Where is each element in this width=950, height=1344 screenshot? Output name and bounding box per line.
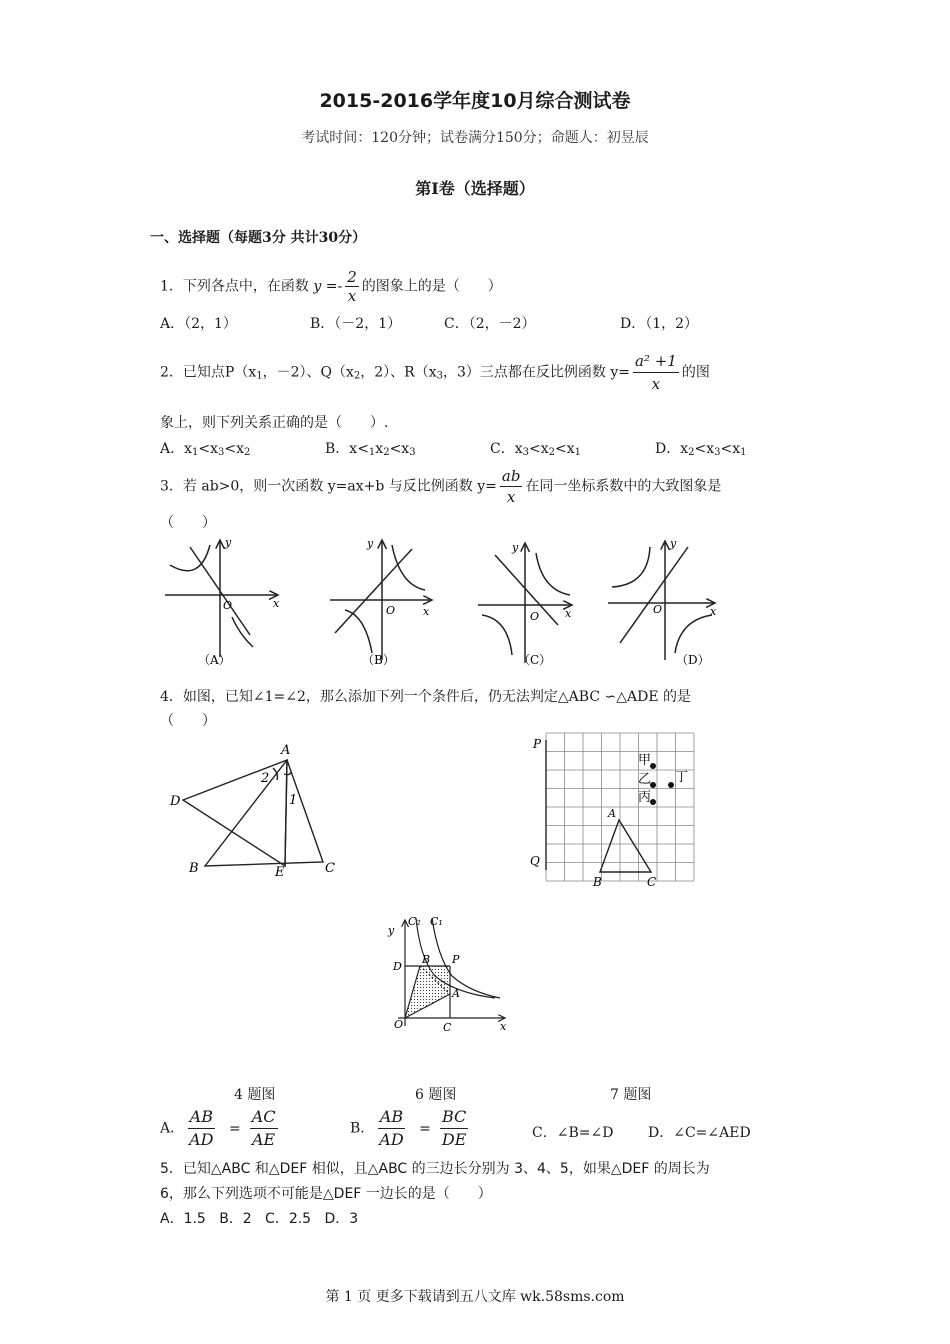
figure-6 [525,728,695,893]
fig6-grid [546,733,694,881]
question-5-options: A．1.5 B．2 C．2.5 D．3 [160,1211,359,1227]
q1-fraction [345,268,359,305]
graph-a-caption: （A） [198,653,231,667]
q1-option-b: B．（－2，1） [310,316,402,332]
fig4-label-2: 2 [261,771,270,786]
q2-option-d: D．$x_2<x_3<x_1$ [655,441,747,458]
fig4-label-d: D [170,794,181,809]
q2-text-5: 的图 [681,364,710,381]
caption-fig-6: 6 题图 [415,1087,457,1103]
fig7-label-o: O [394,1018,404,1031]
fig6-label-jia: 甲 [638,753,652,768]
q4-option-c: C．∠B=∠D [532,1125,614,1141]
fig7-label-b: B [422,953,431,966]
fig7-label-y: y [388,924,395,937]
q2-frac-num: a² +1 [633,350,679,373]
section-heading: 一、选择题（每题3分 共计30分） [150,230,367,246]
caption-fig-7: 7 题图 [610,1087,652,1103]
graph-c-x-label: x [565,607,572,620]
graph-c-origin: O [530,610,540,623]
q4-opt-b-prefix: B． [350,1120,375,1137]
fig7-label-x: x [500,1020,507,1033]
graph-d-x-label: x [710,605,717,618]
q2-fraction [633,350,679,395]
q4-opt-a-equals: = [228,1120,241,1137]
fig6-label-p: P [533,737,542,751]
q4-option-a [160,1106,281,1151]
graph-b-caption: （B） [362,653,395,667]
q1-suffix: 的图象上的是（ ） [361,278,502,295]
graph-d-y-label: y [670,537,677,550]
q3-prefix: 3．若 ab>0，则一次函数 y=ax+b 与反比例函数 y= [160,478,497,495]
exam-info: 考试时间：120分钟；试卷满分150分；命题人：初昱辰 [301,130,649,146]
graph-c-hyperbola-1 [536,553,570,595]
fig7-label-a: A [452,987,460,1000]
graph-b-x-label: x [423,605,430,618]
q4-option-d: D．∠C=∠AED [648,1125,751,1141]
graph-b-y-label: y [367,537,374,550]
q4-opt-b-frac-2: $\frac{BC}{DE}$ [441,1107,467,1149]
q2-text-3: ，2）、R（x [360,364,437,381]
graph-a [165,540,278,657]
fig6-label-ding: 丁 [675,770,689,785]
graph-d-hyperbola-1 [612,547,650,587]
q3-graphs [160,535,760,670]
q3-fraction [500,466,523,507]
q2-text-2: ，－2）、Q（x [262,364,354,381]
triangle-ade [183,760,287,866]
q2-sub-3: 3 [436,370,443,382]
caption-fig-4: 4 题图 [234,1087,276,1103]
graph-b-line [335,549,412,633]
fig7-label-p: P [452,953,460,966]
fig6-label-yi: 乙 [638,772,652,787]
fig4-label-c: C [325,861,335,876]
fig7-label-c: C [443,1021,452,1034]
q3-frac-den: x [506,488,516,506]
fig6-label-c: C [647,875,657,889]
graph-c-caption: （C） [518,653,552,667]
q4-option-b [350,1106,471,1151]
graph-a-x-label: x [273,597,280,610]
q2-option-c: C．$x_3<x_2<x_1$ [490,441,582,458]
point-ding [668,782,674,788]
segment-ae [285,760,287,866]
q2-line-2: 象上，则下列关系正确的是（ ）. [160,415,389,431]
q2-option-b: B．$x<_1x_2<x_3$ [325,441,416,458]
question-3 [160,466,721,507]
question-5-line-1: 5．已知△ABC 和△DEF 相似，且△ABC 的三边长分别为 3、4、5，如果△DEF 的周长为 [160,1161,710,1177]
q4-opt-b-equals: = [419,1120,431,1137]
graph-a-origin: O [223,599,233,612]
q4-opt-a-frac-1: $\frac{AB}{AD}$ [189,1107,214,1149]
fig7-label-c1: C₁ [430,915,443,928]
graph-b-origin: O [386,604,396,617]
question-4-line-1: 4．如图，已知∠1=∠2，那么添加下列一个条件后，仍无法判定△ABC ∽△ADE 的是 [160,689,692,705]
q2-option-a: A．$x_1<x_3<x_2$ [160,441,251,458]
question-5-line-2: 6，那么下列选项不可能是△DEF 一边长的是（ ） [160,1186,492,1202]
q3-line-2: （ ） [160,515,216,531]
fig6-label-bing: 丙 [638,790,652,805]
shaded-region [405,966,450,1018]
fig4-label-e: E [275,865,285,880]
graph-d-origin: O [653,603,663,616]
graph-c [478,543,572,663]
angle-1-mark [284,772,291,775]
q1-fn-lhs: y =- [313,278,343,295]
q1-prefix: 1．下列各点中，在函数 [160,278,309,295]
graph-b-hyperbola-2 [345,610,372,653]
triangle-abc-6 [600,820,651,872]
graph-c-line [495,555,558,625]
fig4-label-1: 1 [289,793,298,808]
fig4-label-a: A [281,743,291,758]
question-4-line-2: （ ） [160,713,216,729]
graph-a-hyperbola-2 [232,617,253,647]
question-1 [160,268,502,305]
fig6-label-b: B [593,875,602,889]
figure-7 [380,908,520,1038]
q3-suffix: 在同一坐标系数中的大致图象是 [525,478,722,495]
graph-d [608,541,715,660]
q2-sub-2: 2 [353,370,361,382]
q4-opt-a-prefix: A． [160,1120,185,1137]
graph-b [330,540,432,660]
fig6-label-q: Q [530,854,540,868]
fig7-label-c2: C₂ [408,915,421,928]
page-footer: 第 1 页 更多下载请到五八文库 wk.58sms.com [325,1289,625,1305]
graph-d-line [620,547,688,643]
graph-d-hyperbola-2 [675,615,712,653]
q4-opt-a-frac-2: $\frac{AC}{AE}$ [251,1107,276,1149]
graph-d-caption: （D） [676,653,710,667]
q2-frac-den: x [651,375,661,393]
q1-option-c: C．（2，－2） [444,316,536,332]
q1-frac-num: 2 [347,268,357,286]
fig6-label-a: A [608,807,616,820]
q1-frac-den: x [347,287,357,305]
q1-option-d: D．（1，2） [620,316,699,332]
q2-text-4: ，3）三点都在反比例函数 y= [442,364,630,381]
graph-c-y-label: y [512,541,519,554]
part-heading: 第Ⅰ卷（选择题） [415,179,535,198]
q2-sub-1: 1 [256,370,263,382]
q4-opt-b-frac-1: $\frac{AB}{AD}$ [379,1107,404,1149]
figure-4 [165,738,345,883]
q3-frac-num: ab [501,467,521,485]
graph-a-y-label: y [225,536,232,549]
q2-text-1: 2．已知点P（x [160,364,257,381]
q1-option-a: A．（2，1） [160,316,237,332]
question-2 [160,350,710,395]
graph-c-hyperbola-2 [482,615,512,655]
page-title: 2015-2016学年度10月综合测试卷 [319,90,631,112]
fig7-label-d: D [393,960,402,973]
fig4-label-b: B [189,861,199,876]
